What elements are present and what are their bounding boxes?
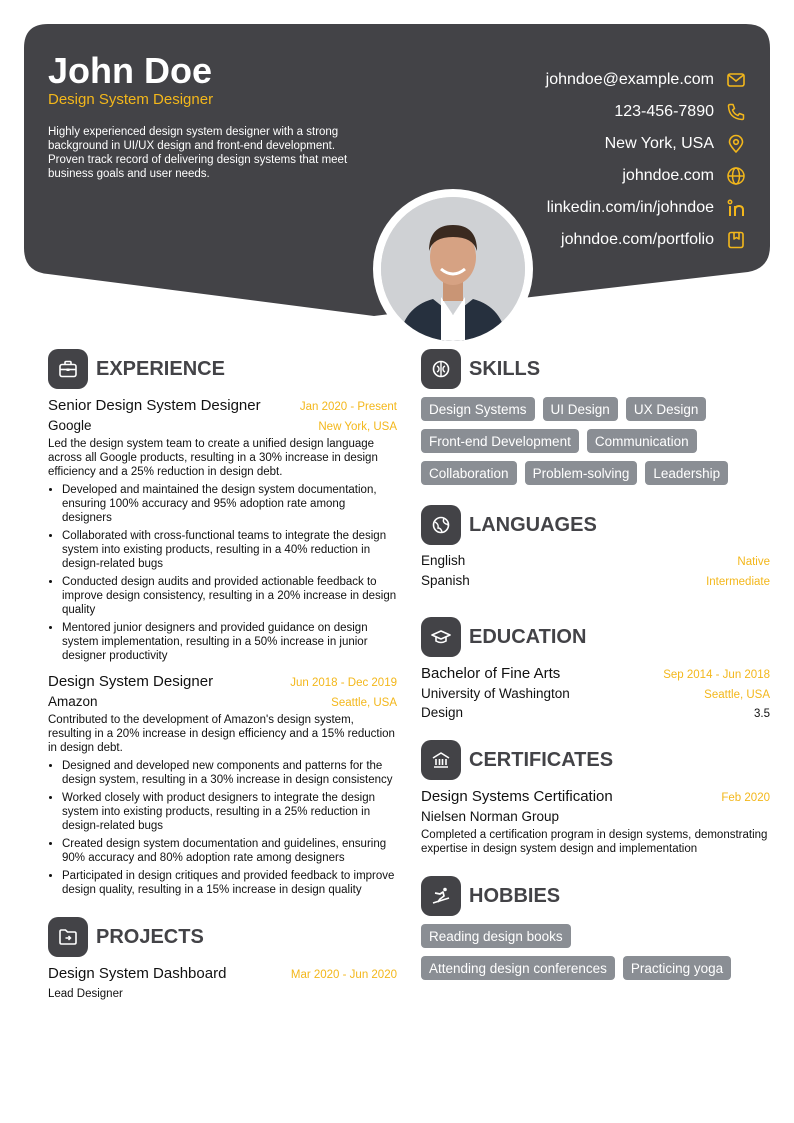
skill-tag: Front-end Development [421,429,579,453]
education-degree: Bachelor of Fine Arts [421,665,561,682]
contact-portfolio[interactable] [546,224,746,256]
job-bullet: • Worked closely with product designers to integrate the design system into existing products, resulting in a 25% reduction in design-related bugs [62,791,397,833]
education-field: Design [421,705,464,720]
language-row [421,573,770,593]
contact-list [546,64,746,256]
folder-icon [48,917,88,957]
job-entry [48,673,397,897]
hobby-tag: Reading design books [421,924,571,948]
certificate-issuer: Nielsen Norman Group [421,809,560,824]
hobbies-tags [421,924,770,980]
left-column [48,349,397,1001]
education-location: Seattle, USA [704,689,770,701]
hobbies-section-header [421,876,770,916]
skill-tag: UX Design [626,397,707,421]
contact-linkedin-text: linkedin.com/in/johndoe [546,199,714,216]
job-summary: Led the design system team to create a unified design language across all Google products, resulting in a 30% increase in design efficiency and a 25% reduction in design debt. [48,438,378,478]
project-entry [48,965,397,1001]
skills-section-header [421,349,770,389]
skill-tag: UI Design [543,397,618,421]
right-column [421,349,770,980]
contact-location [546,128,746,160]
contact-email[interactable] [546,64,746,96]
mail-icon [726,70,746,90]
job-title: Design System Designer [48,673,214,690]
hobby-tag: Practicing yoga [623,956,731,980]
education-school: University of Washington [421,686,570,701]
language-level: Intermediate [706,576,770,588]
education-section-header [421,617,770,657]
skill-tag: Problem-solving [525,461,638,485]
language-level: Native [737,556,770,568]
skill-tag: Communication [587,429,697,453]
language-row [421,553,770,573]
profile-photo [373,189,533,349]
contact-phone[interactable] [546,96,746,128]
contact-portfolio-text: johndoe.com/portfolio [561,231,714,248]
job-summary: Contributed to the development of Amazon's design system, resulting in a 20% increase in design efficiency and a 15% reduction in design debt. [48,714,395,754]
location-icon [726,134,746,154]
projects-section-header [48,917,397,957]
job-company: Amazon [48,694,98,709]
education-entry [421,665,770,720]
skiing-icon [421,876,461,916]
job-bullet: • Created design system documentation and guidelines, ensuring 90% accuracy and 80% adoption rate among designers [62,837,397,865]
language-name: English [421,553,466,568]
job-bullet: • Collaborated with cross-functional teams to integrate the design system into existing products, resulting in a 40% reduction in design-related bugs [62,529,397,571]
bookmark-icon [726,230,746,250]
resume-header [24,24,770,344]
project-role: Lead Designer [48,988,123,1000]
language-icon [421,505,461,545]
skill-tag: Design Systems [421,397,535,421]
candidate-summary: Highly experienced design system designer with a strong background in UI/UX design and front-end development. Proven track record of delivering design systems that meet business goals and user needs. [48,126,348,180]
project-date: Mar 2020 - Jun 2020 [290,969,397,981]
job-bullet: • Participated in design critiques and provided feedback to improve design quality, resulting in a 15% increase in design quality [62,869,397,897]
phone-icon [726,102,746,122]
graduation-cap-icon [421,617,461,657]
job-bullets [62,483,397,663]
project-title: Design System Dashboard [48,965,227,982]
hobbies-title: HOBBIES [469,884,561,907]
education-title: EDUCATION [469,625,587,648]
experience-section-header [48,349,397,389]
skill-tag: Collaboration [421,461,517,485]
candidate-role: Design System Designer [48,91,214,108]
job-bullet: • Developed and maintained the design system documentation, ensuring 100% accuracy and 95% adoption rate among designers [62,483,397,525]
contact-website[interactable] [546,160,746,192]
contact-linkedin[interactable] [546,192,746,224]
building-icon [421,740,461,780]
education-date: Sep 2014 - Jun 2018 [663,669,770,681]
job-company: Google [48,418,92,433]
job-location: New York, USA [318,421,397,433]
briefcase-icon [48,349,88,389]
education-gpa: 3.5 [754,708,770,720]
certificate-entry [421,788,770,856]
globe-icon [726,166,746,186]
contact-email-text: johndoe@example.com [545,71,714,88]
certificates-section-header [421,740,770,780]
avatar [381,197,525,341]
languages-title: LANGUAGES [469,513,597,536]
skill-tag: Leadership [645,461,728,485]
job-entry [48,397,397,663]
languages-section-header [421,505,770,545]
brain-icon [421,349,461,389]
contact-location-text: New York, USA [604,135,714,152]
job-bullets [62,759,397,897]
contact-website-text: johndoe.com [622,167,714,184]
job-bullet: • Designed and developed new components and patterns for the design system, resulting in a 30% increase in design consistency [62,759,397,787]
contact-phone-text: 123-456-7890 [614,103,714,120]
hobby-tag: Attending design conferences [421,956,615,980]
languages-list [421,553,770,593]
certificate-date: Feb 2020 [721,792,770,804]
language-name: Spanish [421,573,470,588]
experience-title: EXPERIENCE [96,357,225,380]
certificate-name: Design Systems Certification [421,788,613,805]
skills-tags [421,397,770,485]
job-location: Seattle, USA [331,697,397,709]
certificates-title: CERTIFICATES [469,748,614,771]
job-bullet: • Conducted design audits and provided actionable feedback to improve design consistency, resulting in a 20% increase in design quality [62,575,397,617]
job-date: Jun 2018 - Dec 2019 [290,677,397,689]
certificate-description: Completed a certification program in design systems, demonstrating expertise in design system design and implementation [421,829,768,855]
candidate-name: John Doe [48,50,213,91]
skills-title: SKILLS [469,357,541,380]
job-date: Jan 2020 - Present [299,401,397,413]
job-title: Senior Design System Designer [48,397,261,414]
job-bullet: • Mentored junior designers and provided guidance on design system implementation, resulting in a 50% increase in junior designer productivity [62,621,397,663]
linkedin-icon [726,198,746,218]
projects-title: PROJECTS [96,925,204,948]
